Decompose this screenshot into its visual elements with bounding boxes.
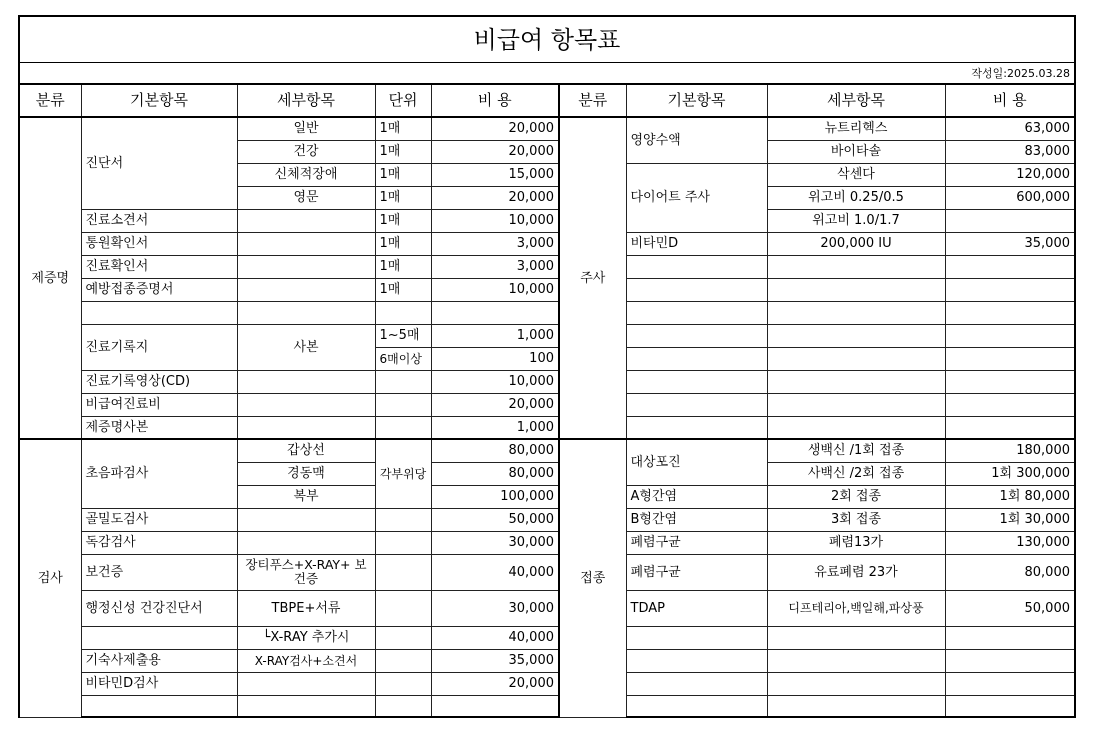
cost-cell: 10,000 (431, 278, 559, 301)
item-diagnosis: 진단서 (81, 117, 237, 209)
header-category: 분류 (19, 84, 81, 117)
cost-cell: 80,000 (945, 554, 1075, 590)
item-cell: A형간염 (626, 485, 767, 508)
detail-cell: 2회 접종 (767, 485, 945, 508)
detail-cell (767, 672, 945, 695)
detail-cell (767, 649, 945, 672)
unit-cell (375, 626, 431, 649)
header-row (19, 84, 1075, 117)
table-row (19, 508, 1075, 531)
detail-cell (767, 626, 945, 649)
cost-cell: 80,000 (431, 462, 559, 485)
item-shingles: 대상포진 (626, 439, 767, 485)
cost-cell (945, 278, 1075, 301)
table-row (19, 649, 1075, 672)
detail-cell: 복부 (237, 485, 375, 508)
item-cell: 통원확인서 (81, 232, 237, 255)
unit-cell: 1매 (375, 255, 431, 278)
unit-cell (375, 649, 431, 672)
item-cell (81, 626, 237, 649)
detail-cell (767, 301, 945, 324)
cost-cell: 20,000 (431, 393, 559, 416)
unit-cell (375, 393, 431, 416)
table-row (19, 209, 1075, 232)
table-row (19, 672, 1075, 695)
unit-cell (375, 370, 431, 393)
header-detail-item-right: 세부항목 (767, 84, 945, 117)
detail-cell: 유료폐렴 23가 (767, 554, 945, 590)
cost-cell: 100,000 (431, 485, 559, 508)
unit-cell (375, 672, 431, 695)
item-cell: 행정신성 건강진단서 (81, 590, 237, 626)
detail-cell: X-RAY검사+소견서 (237, 649, 375, 672)
fee-sheet (18, 15, 1076, 718)
table-row (19, 232, 1075, 255)
detail-cell (237, 255, 375, 278)
header-category-right: 분류 (559, 84, 626, 117)
cost-cell (945, 393, 1075, 416)
cost-cell: 10,000 (431, 209, 559, 232)
unit-cell: 1매 (375, 278, 431, 301)
detail-cell: 3회 접종 (767, 508, 945, 531)
detail-cell (767, 370, 945, 393)
unit-cell (375, 508, 431, 531)
cost-cell: 1,000 (431, 416, 559, 439)
detail-cell: └X-RAY 추가시 (237, 626, 375, 649)
detail-cell (237, 508, 375, 531)
item-cell: 골밀도검사 (81, 508, 237, 531)
item-cell (626, 626, 767, 649)
detail-cell (767, 278, 945, 301)
item-cell: 폐렴구균 (626, 554, 767, 590)
detail-cell: 뉴트리헥스 (767, 117, 945, 140)
table-row (19, 531, 1075, 554)
detail-cell: 갑상선 (237, 439, 375, 462)
item-cell (626, 278, 767, 301)
detail-cell (237, 531, 375, 554)
unit-cell: 1매 (375, 140, 431, 163)
table-row (19, 439, 1075, 462)
item-ultrasound: 초음파검사 (81, 439, 237, 508)
cost-cell: 30,000 (431, 590, 559, 626)
item-cell: 진료기록영상(CD) (81, 370, 237, 393)
unit-cell (375, 416, 431, 439)
cost-cell: 50,000 (945, 590, 1075, 626)
cost-cell (945, 672, 1075, 695)
detail-cell: 삭센다 (767, 163, 945, 186)
item-cell: 기숙사제출용 (81, 649, 237, 672)
cost-cell: 100 (431, 347, 559, 370)
cost-cell: 1회 30,000 (945, 508, 1075, 531)
detail-cell: 폐렴13가 (767, 531, 945, 554)
item-diet: 다이어트 주사 (626, 163, 767, 232)
item-cell (626, 347, 767, 370)
detail-cell: 사백신 /2회 접종 (767, 462, 945, 485)
table-row (19, 301, 1075, 324)
unit-cell (375, 301, 431, 324)
cost-cell: 35,000 (431, 649, 559, 672)
cost-cell (945, 324, 1075, 347)
table-row (19, 590, 1075, 626)
item-cell (626, 393, 767, 416)
detail-cell (237, 416, 375, 439)
item-cell (626, 301, 767, 324)
cost-cell: 15,000 (431, 163, 559, 186)
table-row (19, 695, 1075, 717)
detail-cell: 장티푸스+X-RAY+ 보건증 (237, 554, 375, 590)
detail-cell: 디프테리아,백일해,파상풍 (767, 590, 945, 626)
detail-cell (237, 209, 375, 232)
unit-cell (375, 695, 431, 717)
cost-cell: 130,000 (945, 531, 1075, 554)
category-vaccine: 접종 (559, 439, 626, 717)
detail-cell (237, 695, 375, 717)
unit-cell: 1매 (375, 163, 431, 186)
detail-cell (767, 416, 945, 439)
cost-cell: 35,000 (945, 232, 1075, 255)
item-cell (626, 324, 767, 347)
cost-cell: 40,000 (431, 626, 559, 649)
table-row (19, 278, 1075, 301)
detail-cell (237, 232, 375, 255)
detail-cell (767, 255, 945, 278)
detail-cell: 건강 (237, 140, 375, 163)
table-row (19, 117, 1075, 140)
detail-cell (767, 393, 945, 416)
cost-cell: 600,000 (945, 186, 1075, 209)
cost-cell: 20,000 (431, 140, 559, 163)
item-cell (626, 416, 767, 439)
cost-cell (945, 255, 1075, 278)
category-injection: 주사 (559, 117, 626, 439)
table-row (19, 626, 1075, 649)
detail-cell (237, 672, 375, 695)
detail-cell: 200,000 IU (767, 232, 945, 255)
cost-cell (431, 301, 559, 324)
item-cell (81, 695, 237, 717)
cost-cell: 1회 300,000 (945, 462, 1075, 485)
item-records: 진료기록지 (81, 324, 237, 370)
cost-cell: 180,000 (945, 439, 1075, 462)
detail-cell: 경동맥 (237, 462, 375, 485)
item-cell (81, 301, 237, 324)
item-cell: 비타민D (626, 232, 767, 255)
detail-cell: TBPE+서류 (237, 590, 375, 626)
cost-cell: 20,000 (431, 672, 559, 695)
unit-cell (375, 531, 431, 554)
cost-cell: 40,000 (431, 554, 559, 590)
unit-cell: 1매 (375, 209, 431, 232)
item-cell (626, 370, 767, 393)
detail-cell (767, 324, 945, 347)
item-cell: 폐렴구균 (626, 531, 767, 554)
detail-copy: 사본 (237, 324, 375, 370)
cost-cell (945, 695, 1075, 717)
detail-cell (237, 278, 375, 301)
item-cell: TDAP (626, 590, 767, 626)
item-cell: 비타민D검사 (81, 672, 237, 695)
item-cell (626, 255, 767, 278)
table-row (19, 370, 1075, 393)
item-cell: B형간염 (626, 508, 767, 531)
cost-cell: 1,000 (431, 324, 559, 347)
cost-cell: 120,000 (945, 163, 1075, 186)
item-cell: 예방접종증명서 (81, 278, 237, 301)
detail-cell (767, 347, 945, 370)
item-cell: 진료확인서 (81, 255, 237, 278)
item-cell: 비급여진료비 (81, 393, 237, 416)
cost-cell: 30,000 (431, 531, 559, 554)
page-title: 비급여 항목표 (19, 16, 1075, 63)
item-nutrition: 영양수액 (626, 117, 767, 163)
category-cert: 제증명 (19, 117, 81, 439)
cost-cell (945, 649, 1075, 672)
header-unit: 단위 (375, 84, 431, 117)
detail-cell (237, 301, 375, 324)
unit-cell: 6매이상 (375, 347, 431, 370)
table-row (19, 324, 1075, 347)
cost-cell (945, 209, 1075, 232)
cost-cell (945, 626, 1075, 649)
item-cell: 독감검사 (81, 531, 237, 554)
fee-table (18, 15, 1076, 718)
cost-cell (945, 370, 1075, 393)
category-exam: 검사 (19, 439, 81, 717)
cost-cell: 80,000 (431, 439, 559, 462)
header-cost-right: 비 용 (945, 84, 1075, 117)
unit-cell: 1매 (375, 232, 431, 255)
detail-cell (767, 695, 945, 717)
cost-cell (431, 695, 559, 717)
unit-cell: 1매 (375, 117, 431, 140)
detail-cell (237, 393, 375, 416)
cost-cell: 3,000 (431, 255, 559, 278)
cost-cell: 83,000 (945, 140, 1075, 163)
item-cell (626, 695, 767, 717)
detail-cell: 일반 (237, 117, 375, 140)
item-cell: 보건증 (81, 554, 237, 590)
unit-cell (375, 590, 431, 626)
cost-cell: 50,000 (431, 508, 559, 531)
detail-cell: 신체적장애 (237, 163, 375, 186)
detail-cell: 바이타솔 (767, 140, 945, 163)
unit-cell (375, 554, 431, 590)
item-cell (626, 672, 767, 695)
detail-cell: 영문 (237, 186, 375, 209)
header-base-item: 기본항목 (81, 84, 237, 117)
detail-cell: 위고비 1.0/1.7 (767, 209, 945, 232)
header-base-item-right: 기본항목 (626, 84, 767, 117)
unit-cell: 1~5매 (375, 324, 431, 347)
cost-cell (945, 347, 1075, 370)
cost-cell: 63,000 (945, 117, 1075, 140)
cost-cell: 1회 80,000 (945, 485, 1075, 508)
detail-cell (237, 370, 375, 393)
cost-cell: 10,000 (431, 370, 559, 393)
detail-cell: 생백신 /1회 접종 (767, 439, 945, 462)
date-label: 작성일:2025.03.28 (19, 63, 1075, 85)
header-detail-item: 세부항목 (237, 84, 375, 117)
item-cell (626, 649, 767, 672)
table-row (19, 393, 1075, 416)
item-cell: 진료소견서 (81, 209, 237, 232)
table-row (19, 416, 1075, 439)
cost-cell: 3,000 (431, 232, 559, 255)
cost-cell: 20,000 (431, 117, 559, 140)
header-cost: 비 용 (431, 84, 559, 117)
detail-cell: 위고비 0.25/0.5 (767, 186, 945, 209)
table-row (19, 554, 1075, 590)
item-cell: 제증명사본 (81, 416, 237, 439)
cost-cell (945, 301, 1075, 324)
cost-cell: 20,000 (431, 186, 559, 209)
cost-cell (945, 416, 1075, 439)
unit-per-site: 각부위당 (375, 439, 431, 508)
table-row (19, 255, 1075, 278)
unit-cell: 1매 (375, 186, 431, 209)
